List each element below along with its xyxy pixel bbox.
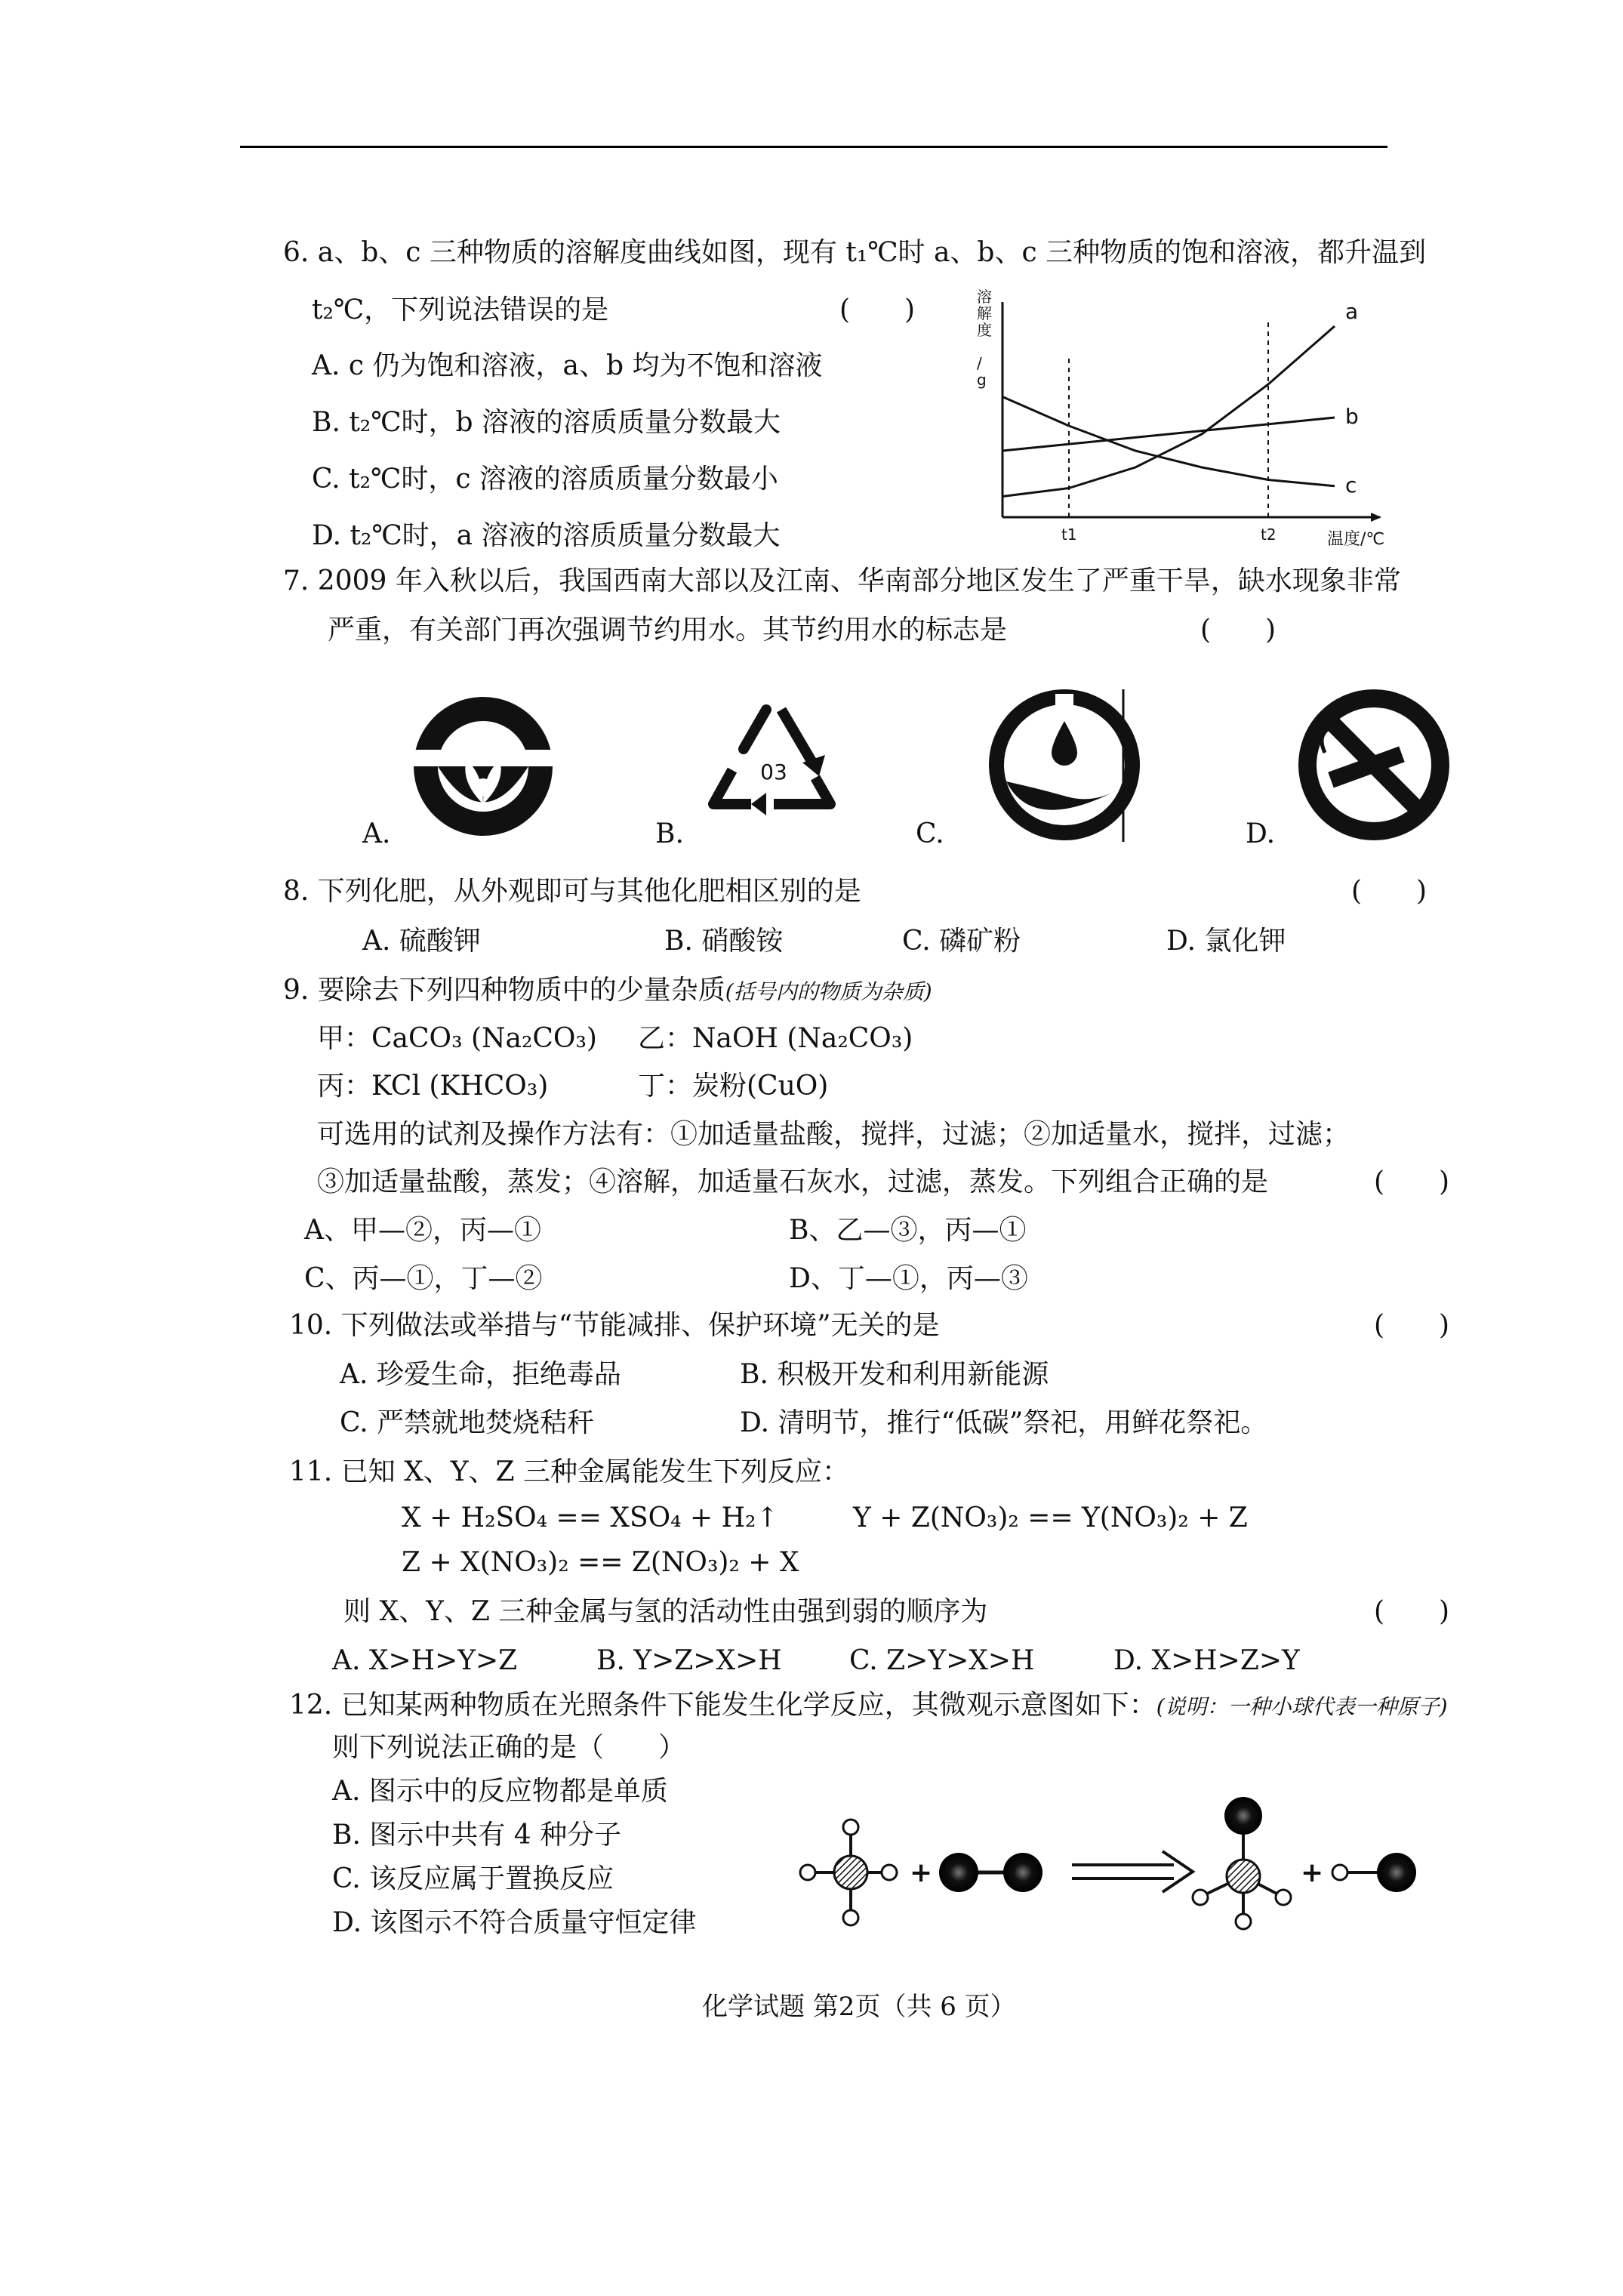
q10-option-a: A. 珍爱生命，拒绝毒品 <box>340 1359 621 1390</box>
q9-answer-blank: ( ) <box>1374 1166 1450 1197</box>
q12-note: (说明：一种小球代表一种原子) <box>1156 1694 1448 1719</box>
no-smoking-icon <box>1295 683 1457 846</box>
q7-stem-line1: 7. 2009 年入秋以后，我国西南大部以及江南、华南部分地区发生了严重干旱，缺水现象非常 <box>283 566 1401 596</box>
q11-reaction-2: Y + Z(NO₃)₂ == Y(NO₃)₂ + Z <box>853 1502 1248 1533</box>
q12-stem <box>289 1692 1448 1719</box>
diatomic-molecule <box>939 1853 1042 1892</box>
series-a-label: a <box>1345 299 1359 324</box>
q6-stem-line1: 6. a、b、c 三种物质的溶解度曲线如图，现有 t₁℃时 a、b、c 三种物质的饱和溶液，都升温到 <box>283 237 1427 268</box>
q9-methods-line1: 可选用的试剂及操作方法有：①加适量盐酸，搅拌，过滤；②加适量水，搅拌，过滤； <box>317 1119 1350 1150</box>
water-saving-icon <box>980 683 1150 846</box>
methane-like-molecule <box>800 1820 897 1925</box>
q6-option-d: D. t₂℃时，a 溶液的溶质质量分数最大 <box>312 520 781 551</box>
reaction-diagram <box>796 1789 1431 1940</box>
recycle-number: 03 <box>760 760 787 784</box>
y-axis-label-char: 溶 <box>977 288 992 306</box>
q11-answer-blank: ( ) <box>1374 1596 1450 1627</box>
q9-option-d: D、丁—①，丙—③ <box>789 1263 1028 1294</box>
q9-stem <box>283 977 932 1004</box>
x-tick-t1: t1 <box>1061 525 1077 544</box>
series-c-line <box>1002 397 1335 486</box>
recycle-triangle-icon <box>698 695 849 838</box>
q11-option-c: C. Z>Y>X>H <box>849 1645 1035 1676</box>
q11-option-b: B. Y>Z>X>H <box>596 1645 782 1676</box>
q12-option-d: D. 该图示不符合质量守恒定律 <box>332 1907 697 1938</box>
q6-option-b: B. t₂℃时，b 溶液的溶质质量分数最大 <box>312 407 781 438</box>
y-axis-label-char: 度 <box>977 321 992 339</box>
q10-stem: 10. 下列做法或举措与“节能减排、保护环境”无关的是 <box>289 1310 940 1341</box>
q8-stem: 8. 下列化肥，从外观即可与其他化肥相区别的是 <box>283 876 861 907</box>
svg-text:+: + <box>1301 1857 1324 1888</box>
green-food-logo-icon <box>408 691 559 842</box>
q9-stem-note: (括号内的物质为杂质) <box>725 979 932 1004</box>
q9-methods-line2: ③加适量盐酸，蒸发；④溶解，加适量石灰水，过滤，蒸发。下列组合正确的是 <box>317 1166 1269 1197</box>
page-footer: 化学试题 第2页（共 6 页） <box>702 1992 1016 2022</box>
q7-option-c-label: C. <box>916 818 944 849</box>
y-axis-label-char: / <box>977 354 982 372</box>
y-axis-label-char: g <box>977 371 987 389</box>
x-axis-label: 温度/℃ <box>1327 530 1385 549</box>
q10-option-b: B. 积极开发和利用新能源 <box>740 1359 1049 1390</box>
q10-option-d: D. 清明节，推行“低碳”祭祀，用鲜花祭祀。 <box>740 1407 1268 1438</box>
q11-option-a: A. X>H>Y>Z <box>332 1645 518 1676</box>
x-tick-t2: t2 <box>1261 525 1277 544</box>
y-axis-label-char: 解 <box>977 304 992 322</box>
q11-question: 则 X、Y、Z 三种金属与氢的活动性由强到弱的顺序为 <box>343 1596 988 1627</box>
q8-answer-blank: ( ) <box>1351 876 1427 907</box>
substituted-molecule <box>1193 1797 1291 1929</box>
q7-stem-line2: 严重，有关部门再次强调节约用水。其节约用水的标志是 <box>328 615 1008 646</box>
q10-option-c: C. 严禁就地焚烧秸秆 <box>340 1407 595 1438</box>
q11-option-d: D. X>H>Z>Y <box>1113 1645 1300 1676</box>
q11-stem: 11. 已知 X、Y、Z 三种金属能发生下列反应： <box>289 1456 849 1487</box>
q6-answer-blank: ( ) <box>839 294 916 325</box>
hydrogen-halide-molecule <box>1332 1853 1416 1892</box>
chart-series <box>1002 326 1335 497</box>
q10-answer-blank: ( ) <box>1374 1310 1450 1341</box>
q12-option-c: C. 该反应属于置换反应 <box>332 1863 614 1894</box>
q9-option-a: A、甲—②，丙—① <box>304 1215 541 1246</box>
series-b-label: b <box>1345 404 1359 429</box>
q9-item-bing: 丙：KCl (KHCO₃) <box>317 1071 549 1102</box>
q9-item-ding: 丁：炭粉(CuO) <box>638 1071 829 1102</box>
series-c-label: c <box>1345 472 1357 498</box>
q11-reaction-1: X + H₂SO₄ == XSO₄ + H₂↑ <box>402 1502 779 1533</box>
q8-option-a: A. 硫酸钾 <box>362 926 481 957</box>
q7-answer-blank: ( ) <box>1200 615 1277 646</box>
q8-option-b: B. 硝酸铵 <box>664 926 784 957</box>
q12-option-b: B. 图示中共有 4 种分子 <box>332 1820 622 1851</box>
q8-option-c: C. 磷矿粉 <box>902 926 1021 957</box>
q7-option-d-label: D. <box>1246 818 1276 849</box>
series-b-line <box>1002 418 1335 451</box>
q12-option-a: A. 图示中的反应物都是单质 <box>332 1776 668 1807</box>
q9-item-jia: 甲：CaCO₃ (Na₂CO₃) <box>317 1023 597 1054</box>
q11-reaction-3: Z + X(NO₃)₂ == Z(NO₃)₂ + X <box>402 1547 799 1578</box>
q9-option-c: C、丙—①，丁—② <box>304 1263 543 1294</box>
q7-option-a-label: A. <box>362 818 391 849</box>
reaction-arrow-icon <box>1072 1851 1193 1892</box>
solubility-chart <box>974 287 1397 559</box>
q9-stem-main: 9. 要除去下列四种物质中的少量杂质 <box>283 975 725 1006</box>
q12-stem-main: 12. 已知某两种物质在光照条件下能发生化学反应，其微观示意图如下： <box>289 1690 1156 1721</box>
top-rule <box>240 146 1387 148</box>
x-axis-arrow-icon <box>1371 513 1381 522</box>
q6-stem-line2: t₂℃，下列说法错误的是 <box>312 294 609 325</box>
q7-option-b-label: B. <box>655 818 684 849</box>
q12-line2: 则下列说法正确的是（ ） <box>332 1732 686 1763</box>
svg-text:+: + <box>910 1857 933 1888</box>
q8-option-d: D. 氯化钾 <box>1166 926 1286 957</box>
series-a-line <box>1002 326 1335 497</box>
q9-option-b: B、乙—③，丙—① <box>789 1215 1027 1246</box>
q6-option-c: C. t₂℃时，c 溶液的溶质质量分数最小 <box>312 464 778 495</box>
q6-option-a: A. c 仍为饱和溶液，a、b 均为不饱和溶液 <box>312 350 823 381</box>
q9-item-yi: 乙：NaOH (Na₂CO₃) <box>638 1023 913 1054</box>
